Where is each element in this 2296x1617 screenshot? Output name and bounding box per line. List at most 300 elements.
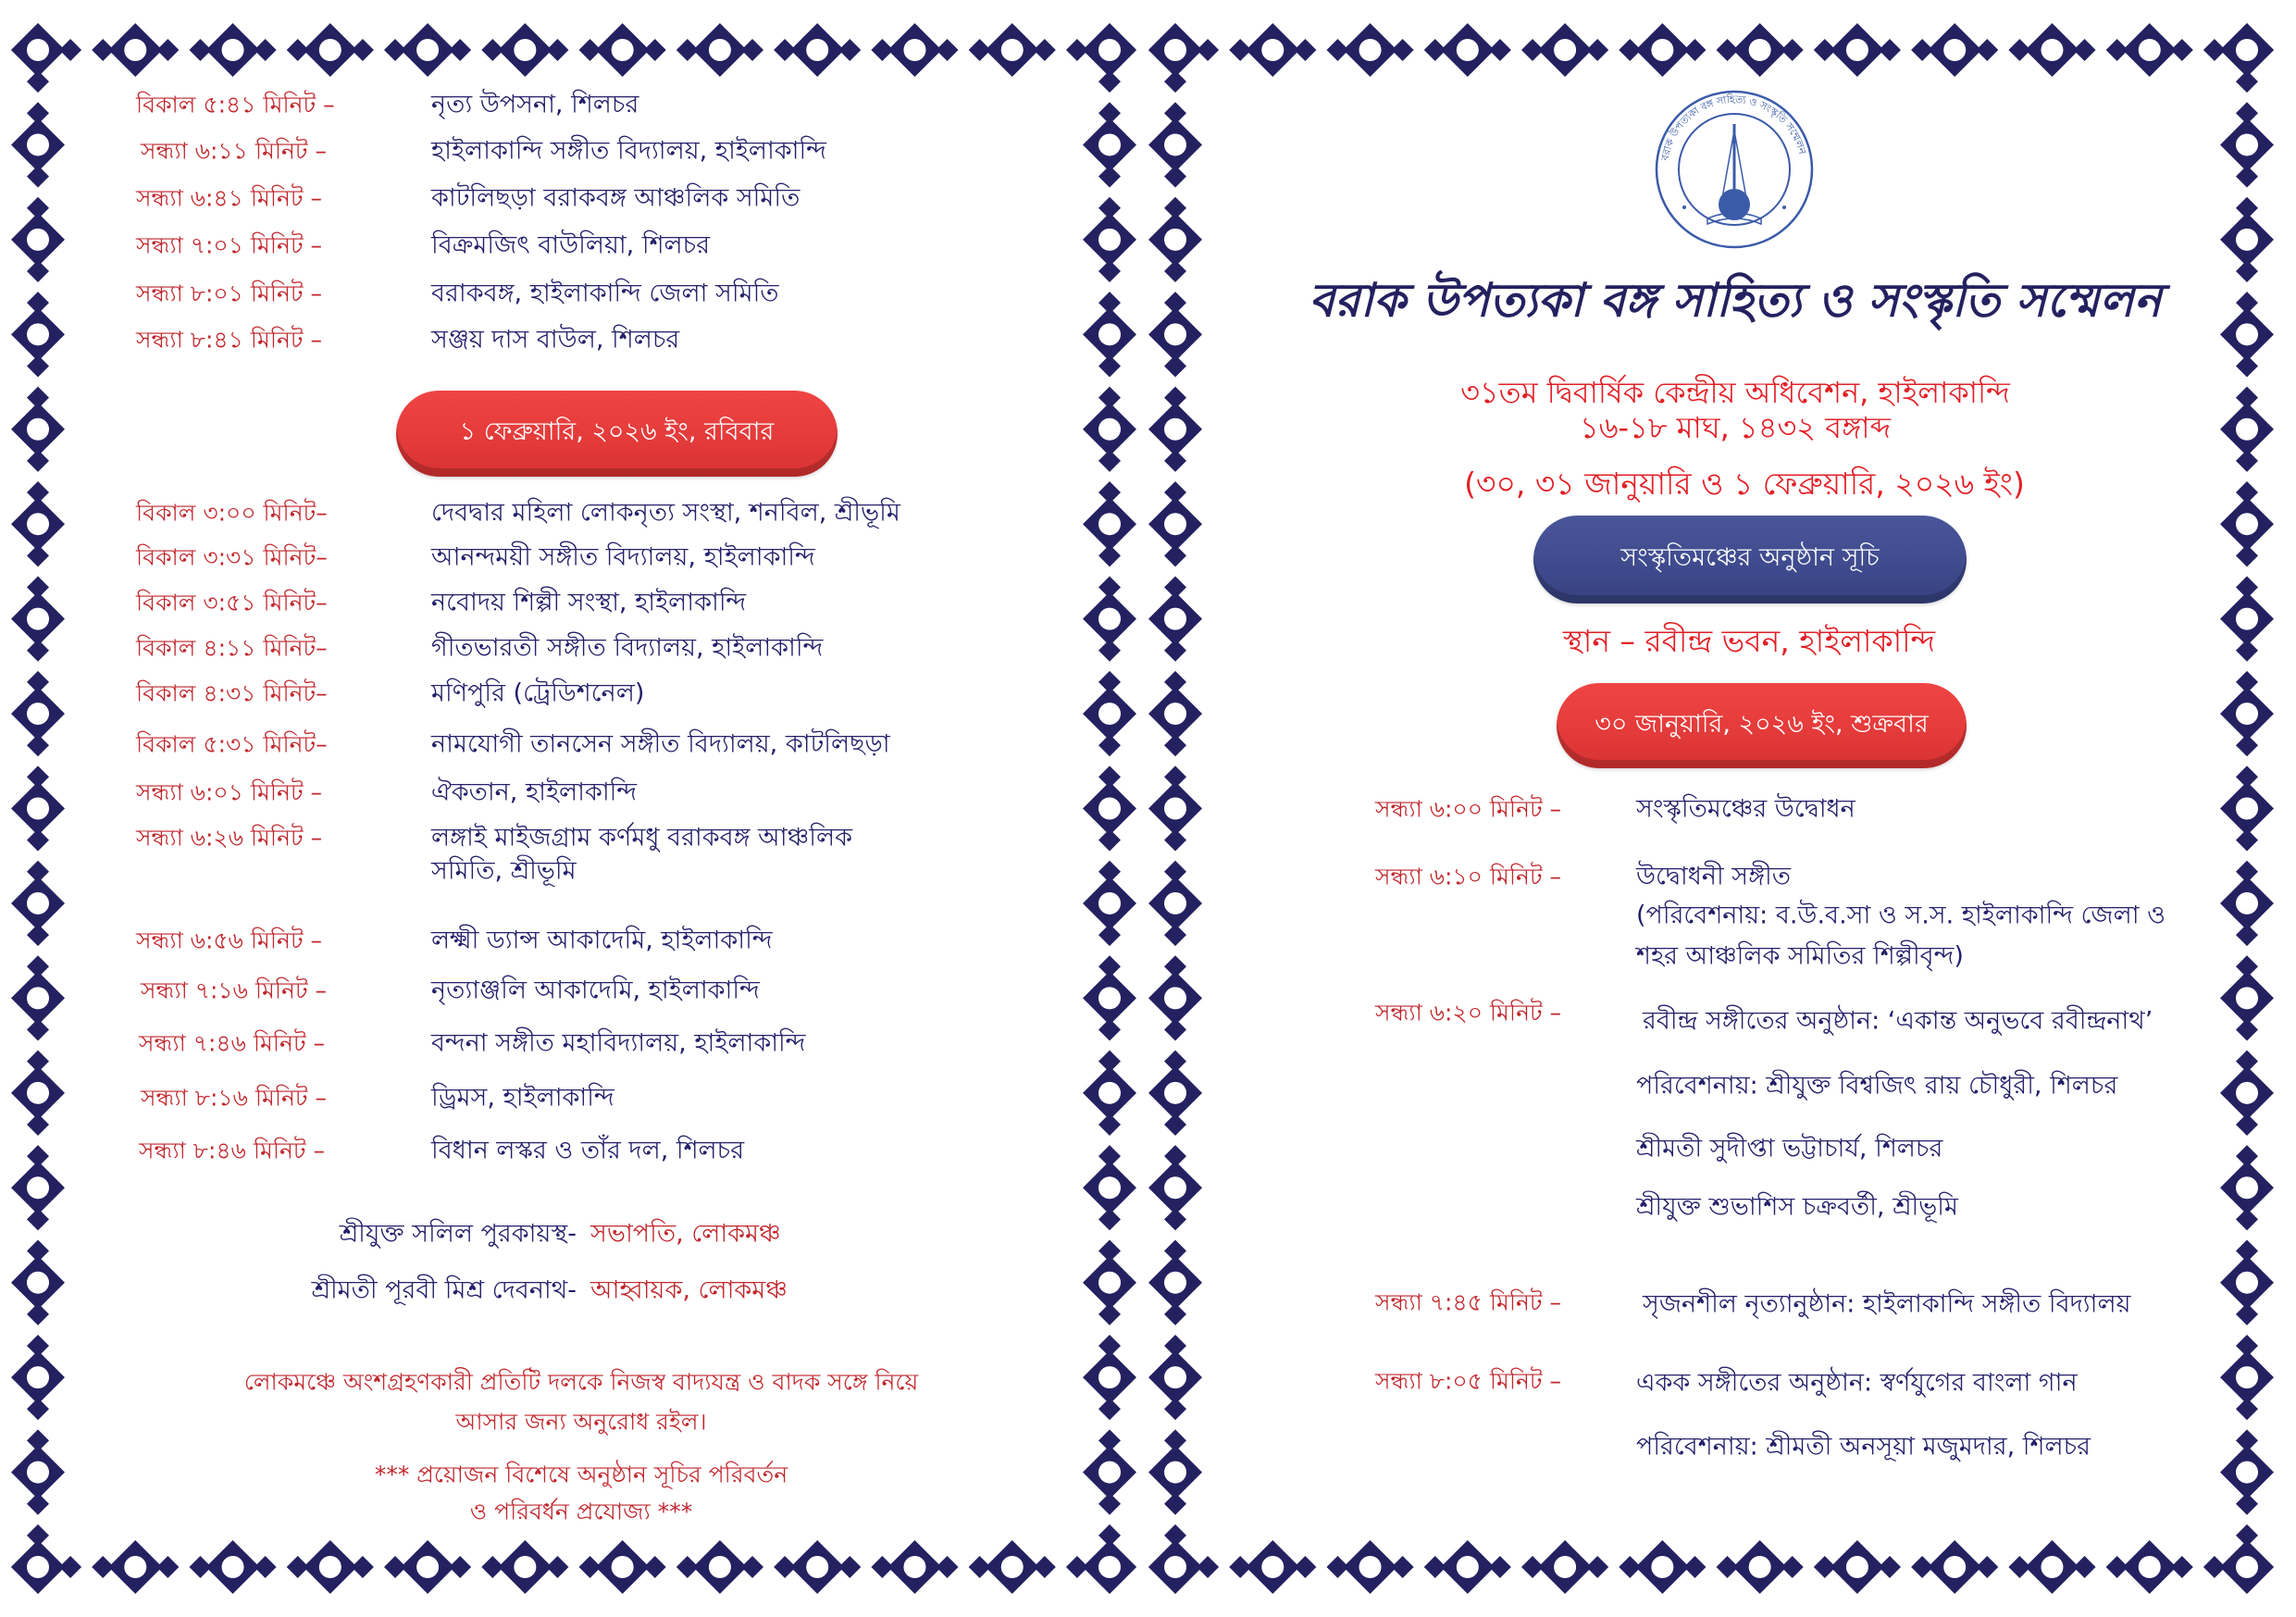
- diamond-icon: [27, 765, 49, 788]
- diamond-ring-icon: [1344, 23, 1397, 77]
- diamond-ring-icon: [1148, 971, 1202, 1025]
- diamond-ring-icon: [1083, 1161, 1136, 1214]
- diamond-icon: [2236, 955, 2258, 977]
- diamond-ring-icon: [1083, 118, 1136, 171]
- official-name: শ্রীমতী পূরবী মিশ্র দেবনাথ-: [311, 1275, 577, 1305]
- diamond-ring-icon: [11, 877, 65, 930]
- diamond-icon: [1098, 166, 1121, 188]
- diamond-icon: [1098, 260, 1121, 282]
- diamond-icon: [27, 1145, 49, 1167]
- diamond-icon: [1098, 450, 1121, 472]
- schedule-activity: ঐকতান, হাইলাকান্দি: [431, 777, 638, 807]
- schedule-time: সন্ধ্যা ৭:১৬ মিনিট –: [141, 976, 328, 1004]
- diamond-icon: [1164, 1208, 1186, 1230]
- diamond-icon: [27, 260, 49, 282]
- diamond-icon: [156, 1556, 179, 1578]
- diamond-ring-icon: [2123, 23, 2177, 77]
- diamond-icon: [937, 39, 959, 61]
- diamond-ring-icon: [401, 1540, 454, 1594]
- diamond-icon: [27, 544, 49, 566]
- schedule-time: সন্ধ্যা ৬:০১ মিনিট –: [136, 778, 323, 806]
- diamond-icon: [449, 1556, 471, 1578]
- diamond-icon: [27, 924, 49, 946]
- diamond-icon: [1098, 70, 1121, 93]
- diamond-icon: [1098, 829, 1121, 852]
- diamond-icon: [1034, 39, 1056, 61]
- diamond-icon: [1164, 387, 1186, 409]
- diamond-ring-icon: [1083, 307, 1136, 361]
- schedule-time: সন্ধ্যা ৮:০৫ মিনিট –: [1375, 1367, 1562, 1395]
- schedule-time: সন্ধ্যা ৬:২৬ মিনিট –: [136, 824, 323, 852]
- diamond-ring-icon: [693, 23, 747, 77]
- diamond-icon: [1098, 765, 1121, 788]
- diamond-ring-icon: [1246, 1540, 1299, 1594]
- diamond-icon: [287, 1556, 309, 1578]
- schedule-time: সন্ধ্যা ৬:১০ মিনিট –: [1375, 863, 1562, 890]
- diamond-icon: [644, 1556, 666, 1578]
- diamond-icon: [1164, 102, 1186, 124]
- diamond-icon: [2236, 481, 2258, 504]
- diamond-icon: [2171, 1556, 2193, 1578]
- diamond-ring-icon: [986, 23, 1039, 77]
- diamond-icon: [2236, 166, 2258, 188]
- diamond-icon: [59, 39, 81, 61]
- diamond-icon: [2008, 39, 2030, 61]
- diamond-ring-icon: [1148, 23, 1202, 77]
- diamond-icon: [1098, 1524, 1121, 1547]
- diamond-icon: [1586, 1556, 1608, 1578]
- diamond-ring-icon: [11, 687, 65, 740]
- schedule-time: সন্ধ্যা ৬:৫৬ মিনিট –: [136, 927, 323, 954]
- diamond-ring-icon: [1083, 497, 1136, 551]
- diamond-icon: [1164, 544, 1186, 566]
- diamond-icon: [27, 734, 49, 756]
- schedule-time: বিকাল ৫:৪১ মিনিট –: [136, 91, 335, 118]
- diamond-ring-icon: [1344, 1540, 1397, 1594]
- diamond-icon: [1911, 39, 1933, 61]
- diamond-icon: [1489, 1556, 1511, 1578]
- diamond-icon: [2236, 640, 2258, 662]
- diamond-ring-icon: [498, 1540, 552, 1594]
- schedule-activity: সৃজনশীল নৃত্যানুষ্ঠান: হাইলাকান্দি সঙ্গীত বিদ্যালয়: [1643, 1289, 2131, 1319]
- diamond-icon: [2074, 39, 2096, 61]
- diamond-ring-icon: [1148, 1256, 1202, 1310]
- diamond-icon: [1911, 1556, 1933, 1578]
- diamond-icon: [287, 39, 309, 61]
- diamond-icon: [1164, 1113, 1186, 1136]
- diamond-ring-icon: [2220, 687, 2274, 740]
- diamond-ring-icon: [2220, 118, 2274, 171]
- schedule-time: সন্ধ্যা ৭:০১ মিনিট –: [136, 231, 323, 259]
- diamond-icon: [1164, 640, 1186, 662]
- diamond-icon: [27, 576, 49, 598]
- diamond-icon: [2236, 1051, 2258, 1073]
- diamond-ring-icon: [1148, 497, 1202, 551]
- schedule-activity: বরাকবঙ্গ, হাইলাকান্দি জেলা সমিতি: [431, 279, 779, 308]
- diamond-icon: [2236, 1113, 2258, 1136]
- diamond-ring-icon: [11, 1540, 65, 1594]
- schedule-time: বিকাল ৩:৫১ মিনিট–: [136, 589, 328, 616]
- diamond-icon: [27, 70, 49, 93]
- diamond-ring-icon: [1083, 877, 1136, 930]
- schedule-time: সন্ধ্যা ৭:৪৬ মিনিট –: [139, 1029, 326, 1057]
- diamond-ring-icon: [2025, 1540, 2079, 1594]
- diamond-icon: [1098, 387, 1121, 409]
- diamond-icon: [741, 39, 763, 61]
- diamond-icon: [1098, 1303, 1121, 1325]
- diamond-icon: [1976, 1556, 1998, 1578]
- schedule-time: বিকাল ৫:৩১ মিনিট–: [136, 730, 328, 758]
- diamond-icon: [27, 354, 49, 377]
- diamond-icon: [1976, 39, 1998, 61]
- diamond-icon: [1164, 260, 1186, 282]
- diamond-icon: [1164, 765, 1186, 788]
- diamond-ring-icon: [11, 592, 65, 646]
- diamond-ring-icon: [1083, 687, 1136, 740]
- diamond-icon: [156, 39, 179, 61]
- diamond-icon: [1197, 39, 1219, 61]
- diamond-ring-icon: [1083, 1066, 1136, 1120]
- diamond-icon: [1098, 1051, 1121, 1073]
- diamond-icon: [2236, 671, 2258, 693]
- schedule-activity: একক সঙ্গীতের অনুষ্ঠান: স্বর্ণযুগের বাংলা গান: [1636, 1368, 2078, 1398]
- diamond-icon: [1098, 481, 1121, 504]
- schedule-time: সন্ধ্যা ৬:১১ মিনিট –: [141, 137, 328, 165]
- diamond-ring-icon: [1635, 23, 1689, 77]
- schedule-activity: দেবদ্বার মহিলা লোকনৃত্য সংস্থা, শনবিল, শ্রীভূমি: [431, 498, 900, 528]
- diamond-icon: [27, 1303, 49, 1325]
- diamond-icon: [1164, 197, 1186, 219]
- diamond-icon: [1098, 734, 1121, 756]
- day3-date-label: ১ ফেব্রুয়ারি, ২০২৬ ইং, রবিবার: [459, 417, 775, 446]
- diamond-ring-icon: [1928, 1540, 1981, 1594]
- diamond-icon: [1294, 1556, 1316, 1578]
- diamond-ring-icon: [596, 23, 650, 77]
- diamond-ring-icon: [1083, 782, 1136, 836]
- diamond-icon: [1098, 924, 1121, 946]
- diamond-icon: [1098, 354, 1121, 377]
- diamond-icon: [1098, 955, 1121, 977]
- organization-seal-icon: [1654, 89, 1815, 250]
- disclaimer-line: *** প্রয়োজন বিশেষে অনুষ্ঠান সূচির পরিবর্তন: [374, 1461, 788, 1488]
- official-name: শ্রীযুক্ত সলিল পুরকায়স্থ-: [339, 1219, 577, 1249]
- disclaimer-line: ও পরিবর্ধন প্রযোজ্য ***: [469, 1498, 693, 1525]
- diamond-ring-icon: [1083, 971, 1136, 1025]
- diamond-icon: [1098, 1335, 1121, 1357]
- diamond-ring-icon: [1148, 307, 1202, 361]
- diamond-icon: [1164, 1145, 1186, 1167]
- diamond-ring-icon: [887, 1540, 941, 1594]
- schedule-activity: ড্রিমস, হাইলাকান্দি: [431, 1083, 614, 1113]
- schedule-activity: বিধান লস্কর ও তাঁর দল, শিলচর: [431, 1136, 745, 1165]
- diamond-icon: [27, 1429, 49, 1451]
- diamond-icon: [838, 39, 861, 61]
- diamond-icon: [1098, 1208, 1121, 1230]
- diamond-icon: [1164, 1429, 1186, 1451]
- diamond-icon: [1424, 39, 1446, 61]
- diamond-icon: [2236, 102, 2258, 124]
- diamond-icon: [1034, 1556, 1056, 1578]
- diamond-icon: [1164, 1493, 1186, 1515]
- diamond-icon: [1781, 39, 1804, 61]
- diamond-icon: [2236, 260, 2258, 282]
- day1-date-badge: [1557, 683, 1967, 768]
- diamond-icon: [2236, 1493, 2258, 1515]
- diamond-icon: [1717, 1556, 1739, 1578]
- diamond-icon: [1814, 1556, 1836, 1578]
- schedule-performers: (পরিবেশনায়: ব.উ.ব.সা ও স.স. হাইলাকান্দি জেলা ও: [1636, 901, 2166, 930]
- diamond-icon: [481, 1556, 503, 1578]
- diamond-ring-icon: [11, 23, 65, 77]
- diamond-icon: [254, 1556, 277, 1578]
- diamond-ring-icon: [1538, 1540, 1592, 1594]
- diamond-ring-icon: [2220, 1256, 2274, 1310]
- diamond-icon: [2236, 1429, 2258, 1451]
- diamond-icon: [27, 1240, 49, 1263]
- diamond-ring-icon: [1148, 1161, 1202, 1214]
- diamond-ring-icon: [11, 971, 65, 1025]
- diamond-ring-icon: [108, 23, 162, 77]
- diamond-icon: [2106, 1556, 2128, 1578]
- diamond-icon: [1229, 39, 1251, 61]
- diamond-ring-icon: [108, 1540, 162, 1594]
- diamond-icon: [2236, 829, 2258, 852]
- diamond-icon: [1683, 39, 1706, 61]
- diamond-icon: [1164, 671, 1186, 693]
- diamond-icon: [1164, 1524, 1186, 1547]
- diamond-icon: [838, 1556, 861, 1578]
- schedule-performers: শ্রীযুক্ত শুভাশিস চক্রবর্তী, শ্রীভূমি: [1636, 1192, 1959, 1222]
- schedule-activity: বন্দনা সঙ্গীত মহাবিদ্যালয়, হাইলাকান্দি: [431, 1028, 806, 1058]
- diamond-ring-icon: [2220, 1161, 2274, 1214]
- diamond-icon: [189, 1556, 211, 1578]
- diamond-ring-icon: [1148, 1350, 1202, 1404]
- diamond-ring-icon: [1831, 1540, 1884, 1594]
- diamond-ring-icon: [693, 1540, 747, 1594]
- diamond-icon: [352, 39, 374, 61]
- diamond-icon: [2236, 387, 2258, 409]
- diamond-icon: [27, 166, 49, 188]
- schedule-time: সন্ধ্যা ৬:০০ মিনিট –: [1375, 795, 1562, 823]
- diamond-icon: [1098, 640, 1121, 662]
- diamond-ring-icon: [401, 23, 454, 77]
- schedule-performers: শ্রীমতী সুদীপ্তা ভট্টাচার্য, শিলচর: [1636, 1134, 1943, 1163]
- diamond-icon: [27, 197, 49, 219]
- diamond-icon: [1098, 197, 1121, 219]
- schedule-time: বিকাল ৩:০০ মিনিট–: [136, 499, 328, 527]
- diamond-ring-icon: [1148, 1540, 1202, 1594]
- diamond-icon: [189, 39, 211, 61]
- diamond-icon: [2236, 450, 2258, 472]
- diamond-ring-icon: [206, 1540, 260, 1594]
- diamond-icon: [1717, 39, 1739, 61]
- diamond-icon: [2236, 544, 2258, 566]
- diamond-icon: [1098, 1240, 1121, 1263]
- diamond-ring-icon: [304, 1540, 357, 1594]
- diamond-icon: [59, 1556, 81, 1578]
- diamond-icon: [1586, 39, 1608, 61]
- diamond-ring-icon: [1083, 403, 1136, 456]
- diamond-icon: [1197, 1556, 1219, 1578]
- diamond-icon: [1683, 1556, 1706, 1578]
- diamond-icon: [2236, 861, 2258, 883]
- diamond-ring-icon: [1635, 1540, 1689, 1594]
- diamond-icon: [1098, 544, 1121, 566]
- diamond-icon: [384, 1556, 406, 1578]
- diamond-icon: [27, 1398, 49, 1420]
- diamond-icon: [92, 39, 114, 61]
- schedule-performers: পরিবেশনায়: শ্রীমতী অনসূয়া মজুমদার, শিলচর: [1636, 1432, 2091, 1462]
- diamond-icon: [1164, 1051, 1186, 1073]
- diamond-icon: [2236, 1019, 2258, 1041]
- diamond-icon: [27, 955, 49, 977]
- diamond-ring-icon: [1148, 1446, 1202, 1499]
- diamond-icon: [1164, 924, 1186, 946]
- diamond-icon: [969, 1556, 991, 1578]
- diamond-ring-icon: [11, 118, 65, 171]
- diamond-icon: [1164, 292, 1186, 314]
- schedule-activity: আনন্দময়ী সঙ্গীত বিদ্যালয়, হাইলাকান্দি: [431, 542, 815, 572]
- program-schedule-badge: [1533, 516, 1967, 603]
- diamond-ring-icon: [1148, 1066, 1202, 1120]
- diamond-icon: [546, 1556, 568, 1578]
- schedule-activity: মণিপুরি (ট্রেডিশনেল): [431, 678, 645, 708]
- day3-date-badge: [396, 391, 838, 477]
- diamond-icon: [1164, 166, 1186, 188]
- diamond-ring-icon: [11, 213, 65, 267]
- diamond-icon: [1164, 1335, 1186, 1357]
- diamond-icon: [1392, 1556, 1414, 1578]
- diamond-icon: [1294, 39, 1316, 61]
- diamond-icon: [1164, 1240, 1186, 1263]
- schedule-activity: রবীন্দ্র সঙ্গীতের অনুষ্ঠান: ‘একান্ত অনুভবে রবীন্দ্রনাথ’: [1643, 1006, 2153, 1036]
- diamond-ring-icon: [304, 23, 357, 77]
- diamond-ring-icon: [11, 1350, 65, 1404]
- diamond-icon: [2171, 39, 2193, 61]
- diamond-icon: [2236, 70, 2258, 93]
- diamond-icon: [676, 39, 699, 61]
- diamond-ring-icon: [11, 23, 65, 77]
- official-role: আহ্বায়ক, লোকমঞ্চ: [590, 1275, 788, 1305]
- diamond-icon: [644, 39, 666, 61]
- diamond-icon: [1164, 1019, 1186, 1041]
- schedule-activity: বিক্রমজিৎ বাউলিয়া, শিলচর: [431, 230, 711, 260]
- diamond-ring-icon: [1083, 592, 1136, 646]
- diamond-icon: [2074, 1556, 2096, 1578]
- diamond-icon: [1098, 1113, 1121, 1136]
- schedule-performers: পরিবেশনায়: শ্রীযুক্ত বিশ্বজিৎ রায় চৌধুরী, শিলচর: [1636, 1071, 2118, 1101]
- diamond-ring-icon: [1148, 877, 1202, 930]
- diamond-ring-icon: [11, 307, 65, 361]
- diamond-ring-icon: [2220, 23, 2274, 77]
- diamond-icon: [27, 481, 49, 504]
- diamond-ring-icon: [790, 1540, 844, 1594]
- session-subtitle: ৩১তম দ্বিবার্ষিক কেন্দ্রীয় অধিবেশন, হাইলাকান্দি: [1460, 375, 2010, 410]
- diamond-icon: [27, 1335, 49, 1357]
- schedule-time: সন্ধ্যা ৮:৪৬ মিনিট –: [139, 1137, 326, 1164]
- diamond-icon: [1164, 450, 1186, 472]
- diamond-ring-icon: [11, 1256, 65, 1310]
- schedule-activity: সংস্কৃতিমঞ্চের উদ্বোধন: [1636, 794, 1855, 824]
- diamond-ring-icon: [2123, 1540, 2177, 1594]
- schedule-time: সন্ধ্যা ৬:২০ মিনিট –: [1375, 999, 1562, 1026]
- diamond-ring-icon: [2220, 1540, 2274, 1594]
- diamond-icon: [27, 102, 49, 124]
- diamond-icon: [1392, 39, 1414, 61]
- official-role: সভাপতি, লোকমঞ্চ: [590, 1219, 781, 1249]
- diamond-icon: [1489, 39, 1511, 61]
- diamond-icon: [2236, 1145, 2258, 1167]
- diamond-icon: [2236, 354, 2258, 377]
- diamond-icon: [937, 1556, 959, 1578]
- schedule-time: বিকাল ৩:৩১ মিনিট–: [136, 543, 328, 571]
- diamond-icon: [1619, 39, 1641, 61]
- diamond-ring-icon: [1733, 1540, 1787, 1594]
- diamond-ring-icon: [2025, 23, 2079, 77]
- diamond-icon: [2236, 1208, 2258, 1230]
- schedule-activity: উদ্বোধনী সঙ্গীত: [1636, 862, 1792, 891]
- diamond-ring-icon: [1083, 213, 1136, 267]
- diamond-icon: [2106, 39, 2128, 61]
- diamond-ring-icon: [1083, 1256, 1136, 1310]
- diamond-ring-icon: [206, 23, 260, 77]
- diamond-ring-icon: [2220, 497, 2274, 551]
- diamond-icon: [1229, 1556, 1251, 1578]
- diamond-icon: [1521, 1556, 1544, 1578]
- diamond-icon: [1098, 671, 1121, 693]
- diamond-ring-icon: [1148, 213, 1202, 267]
- schedule-activity: হাইলাকান্দি সঙ্গীত বিদ্যালয়, হাইলাকান্দি: [431, 136, 826, 166]
- diamond-icon: [1098, 1019, 1121, 1041]
- diamond-ring-icon: [1148, 592, 1202, 646]
- notice-line: লোকমঞ্চে অংশগ্রহণকারী প্রতিটি দলকে নিজস্ব বাদ্যযন্ত্র ও বাদক সঙ্গে নিয়ে: [243, 1368, 919, 1396]
- schedule-time: সন্ধ্যা ৮:৪১ মিনিট –: [136, 326, 322, 354]
- diamond-icon: [27, 1051, 49, 1073]
- diamond-ring-icon: [1083, 1350, 1136, 1404]
- schedule-activity: নৃত্য উপসনা, শিলচর: [431, 90, 639, 119]
- diamond-icon: [2236, 734, 2258, 756]
- diamond-icon: [1814, 39, 1836, 61]
- schedule-time: বিকাল ৪:৩১ মিনিট–: [136, 679, 328, 707]
- diamond-icon: [1098, 102, 1121, 124]
- diamond-ring-icon: [2220, 23, 2274, 77]
- diamond-icon: [1619, 1556, 1641, 1578]
- diamond-ring-icon: [2220, 971, 2274, 1025]
- diamond-icon: [1879, 1556, 1901, 1578]
- diamond-icon: [1164, 1303, 1186, 1325]
- diamond-ring-icon: [2220, 782, 2274, 836]
- venue-label: স্থান – রবীন্দ্র ভবন, হাইলাকান্দি: [1562, 623, 1936, 659]
- diamond-ring-icon: [1733, 23, 1787, 77]
- diamond-icon: [254, 39, 277, 61]
- diamond-icon: [1879, 39, 1901, 61]
- diamond-ring-icon: [2220, 877, 2274, 930]
- diamond-icon: [352, 1556, 374, 1578]
- diamond-ring-icon: [1148, 1540, 1202, 1594]
- diamond-icon: [2236, 1524, 2258, 1547]
- diamond-icon: [1326, 39, 1348, 61]
- diamond-icon: [2236, 1398, 2258, 1420]
- diamond-ring-icon: [2220, 307, 2274, 361]
- seal-ring-text: বরাক উপত্যকা বঙ্গ সাহিত্য ও সংস্কৃতি সম্মেলন: [1658, 93, 1808, 162]
- diamond-icon: [676, 1556, 699, 1578]
- diamond-icon: [1326, 1556, 1348, 1578]
- diamond-icon: [27, 1524, 49, 1547]
- schedule-activity: কাটলিছড়া বরাকবঙ্গ আঞ্চলিক সমিতি: [431, 183, 800, 213]
- diamond-icon: [579, 39, 602, 61]
- diamond-ring-icon: [11, 1540, 65, 1594]
- day1-date-label: ৩০ জানুয়ারি, ২০২৬ ইং, শুক্রবার: [1595, 709, 1929, 739]
